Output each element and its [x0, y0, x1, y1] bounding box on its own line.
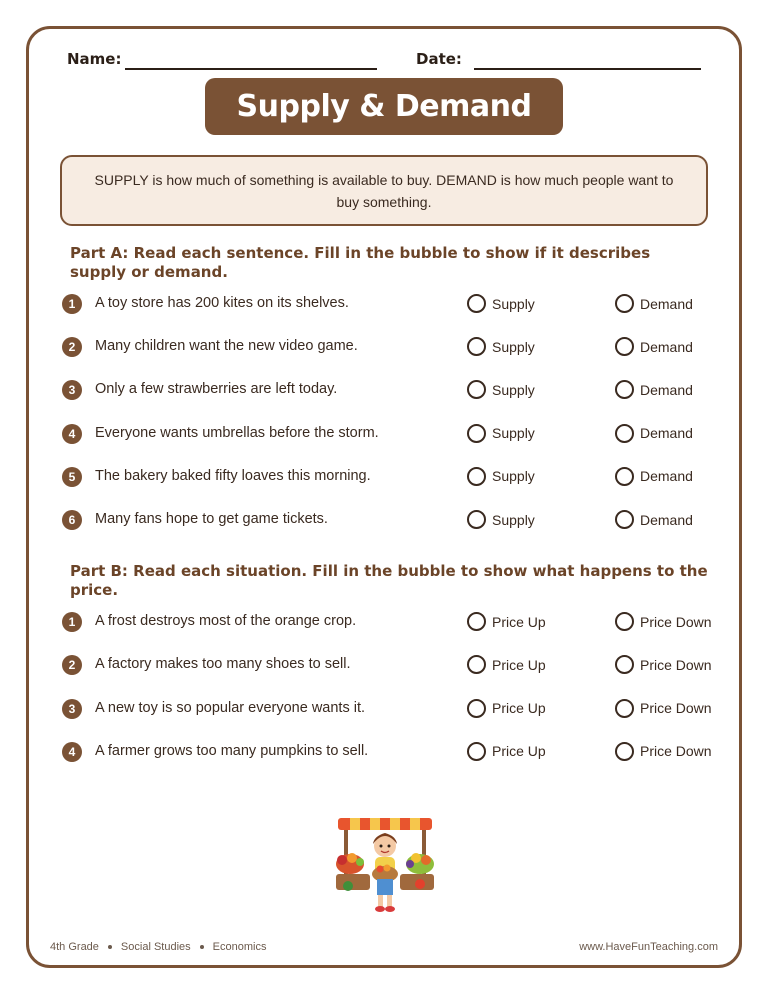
- option-label: Demand: [640, 468, 693, 485]
- answer-bubble[interactable]: [615, 510, 634, 529]
- answer-option-2[interactable]: [615, 699, 712, 718]
- answer-option-1[interactable]: [467, 699, 546, 718]
- answer-bubble[interactable]: [615, 467, 634, 486]
- option-label: Demand: [640, 381, 693, 398]
- answer-bubble[interactable]: [467, 742, 486, 761]
- option-label: Supply: [492, 295, 535, 312]
- bullet-separator: [200, 945, 204, 949]
- option-label: Price Down: [640, 656, 712, 673]
- question-text: A frost destroys most of the orange crop.: [95, 613, 357, 629]
- option-label: Demand: [640, 338, 693, 355]
- answer-option-1[interactable]: [467, 337, 535, 356]
- footer-grade: 4th Grade: [50, 941, 99, 953]
- answer-bubble[interactable]: [467, 337, 486, 356]
- question-row: [62, 465, 722, 489]
- question-text: A farmer grows too many pumpkins to sell.: [95, 742, 369, 759]
- answer-option-2[interactable]: [615, 467, 693, 486]
- question-row: [62, 740, 722, 764]
- definition-text: SUPPLY is how much of something is available to buy. DEMAND is how much people want to buy something.: [94, 171, 674, 210]
- question-number: 3: [62, 380, 82, 400]
- bullet-separator: [108, 945, 112, 949]
- option-label: Supply: [492, 425, 535, 442]
- option-label: Price Down: [640, 613, 712, 630]
- option-label: Price Down: [640, 700, 712, 717]
- question-number: 6: [62, 510, 82, 530]
- option-label: Supply: [492, 511, 535, 528]
- option-label: Price Down: [640, 743, 712, 760]
- question-row: [62, 508, 722, 532]
- answer-bubble[interactable]: [467, 467, 486, 486]
- answer-option-2[interactable]: [615, 424, 693, 443]
- option-label: Supply: [492, 468, 535, 485]
- question-row: [62, 610, 722, 634]
- answer-bubble[interactable]: [615, 699, 634, 718]
- answer-bubble[interactable]: [615, 294, 634, 313]
- answer-option-2[interactable]: [615, 742, 712, 761]
- question-row: [62, 697, 722, 721]
- option-label: Supply: [492, 381, 535, 398]
- option-label: Supply: [492, 338, 535, 355]
- answer-bubble[interactable]: [467, 424, 486, 443]
- answer-option-1[interactable]: [467, 742, 546, 761]
- answer-option-1[interactable]: [467, 655, 546, 674]
- option-label: Demand: [640, 295, 693, 312]
- question-text: Many fans hope to get game tickets.: [95, 511, 328, 527]
- answer-bubble[interactable]: [467, 612, 486, 631]
- answer-bubble[interactable]: [615, 612, 634, 631]
- answer-bubble[interactable]: [467, 294, 486, 313]
- answer-option-2[interactable]: [615, 655, 712, 674]
- date-line[interactable]: [474, 68, 701, 70]
- answer-option-2[interactable]: [615, 337, 693, 356]
- question-text: The bakery baked fifty loaves this morning.: [95, 467, 371, 484]
- option-label: Price Up: [492, 656, 546, 673]
- part-b-heading: Part B: Read each situation. Fill in the bubble to show what happens to the price.: [70, 562, 708, 599]
- question-number: 4: [62, 742, 82, 762]
- option-label: Demand: [640, 425, 693, 442]
- question-number: 1: [62, 612, 82, 632]
- name-label: Name:: [67, 50, 122, 68]
- page-title: Supply & Demand: [205, 78, 563, 135]
- answer-bubble[interactable]: [615, 742, 634, 761]
- answer-option-2[interactable]: [615, 294, 693, 313]
- answer-bubble[interactable]: [467, 699, 486, 718]
- question-text: A factory makes too many shoes to sell.: [95, 656, 351, 673]
- footer-topic: Economics: [212, 941, 267, 953]
- answer-option-2[interactable]: [615, 510, 693, 529]
- question-text: Many children want the new video game.: [95, 338, 358, 355]
- question-number: 2: [62, 655, 82, 675]
- answer-bubble[interactable]: [615, 655, 634, 674]
- question-text: Everyone wants umbrellas before the storm.: [95, 424, 379, 441]
- name-date-row: [67, 50, 701, 72]
- answer-option-1[interactable]: [467, 380, 535, 399]
- part-a-heading: Part A: Read each sentence. Fill in the bubble to show if it describes supply or demand.: [70, 244, 651, 281]
- question-row: [62, 422, 722, 446]
- answer-bubble[interactable]: [615, 380, 634, 399]
- answer-bubble[interactable]: [615, 424, 634, 443]
- answer-bubble[interactable]: [467, 380, 486, 399]
- question-number: 3: [62, 699, 82, 719]
- question-number: 5: [62, 467, 82, 487]
- question-text: A new toy is so popular everyone wants it.: [95, 699, 366, 716]
- question-text: A toy store has 200 kites on its shelves.: [95, 295, 349, 311]
- question-text: Only a few strawberries are left today.: [95, 381, 338, 398]
- question-row: [62, 378, 722, 402]
- definition-box: [60, 155, 708, 226]
- market-stand-illustration: [330, 816, 440, 916]
- footer-tags: [50, 941, 266, 953]
- date-label: Date:: [416, 50, 462, 68]
- footer-subject: Social Studies: [120, 941, 191, 953]
- option-label: Demand: [640, 511, 693, 528]
- option-label: Price Up: [492, 743, 546, 760]
- question-number: 1: [62, 294, 82, 314]
- answer-bubble[interactable]: [467, 655, 486, 674]
- question-row: [62, 653, 722, 677]
- answer-option-1[interactable]: [467, 612, 546, 631]
- answer-option-1[interactable]: [467, 510, 535, 529]
- answer-option-2[interactable]: [615, 612, 712, 631]
- answer-bubble[interactable]: [615, 337, 634, 356]
- answer-option-1[interactable]: [467, 467, 535, 486]
- answer-option-1[interactable]: [467, 294, 535, 313]
- option-label: Price Up: [492, 700, 546, 717]
- question-row: [62, 335, 722, 359]
- option-label: Price Up: [492, 613, 546, 630]
- question-number: 4: [62, 424, 82, 444]
- answer-option-1[interactable]: [467, 424, 535, 443]
- answer-option-2[interactable]: [615, 380, 693, 399]
- answer-bubble[interactable]: [467, 510, 486, 529]
- question-row: [62, 292, 722, 316]
- name-line[interactable]: [125, 68, 377, 70]
- footer-website[interactable]: www.HaveFunTeaching.com: [579, 941, 718, 953]
- question-number: 2: [62, 337, 82, 357]
